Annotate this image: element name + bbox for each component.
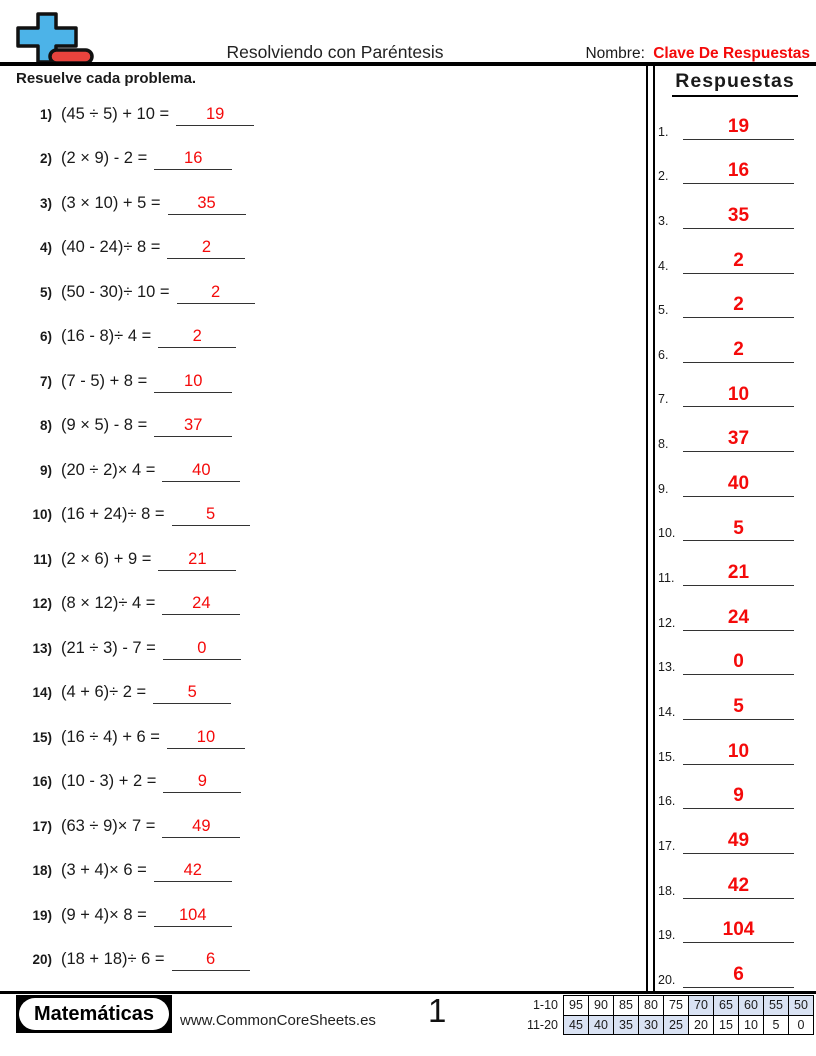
- problem-number: 1): [39, 106, 52, 122]
- name-area: [585, 45, 810, 63]
- answer-blank: 24: [162, 592, 240, 615]
- answer-row: [658, 363, 810, 408]
- page-number: 1: [428, 992, 447, 1029]
- answer-row: [658, 274, 810, 319]
- answer-row: [658, 720, 810, 765]
- problem-expression: (10 - 3) + 2 =: [61, 772, 157, 791]
- problem-expression: (45 ÷ 5) + 10 =: [61, 104, 170, 123]
- answer-line: 5: [683, 696, 794, 720]
- score-cell: 55: [763, 995, 789, 1016]
- answer-row: [658, 631, 810, 676]
- answer-blank: 16: [154, 147, 232, 170]
- score-table: [524, 995, 814, 1035]
- answer-number: 7.: [658, 392, 669, 407]
- answer-line: 104: [683, 919, 794, 943]
- answer-blank: 9: [163, 770, 241, 793]
- answer-number: 8.: [658, 437, 669, 452]
- problem-row: [28, 626, 618, 671]
- answers-panel-title: [660, 70, 810, 97]
- answer-blank: 5: [172, 503, 250, 526]
- answer-row: [658, 140, 810, 185]
- problem-row: [28, 582, 618, 627]
- score-cell: 65: [713, 995, 739, 1016]
- problem-row: [28, 715, 618, 760]
- name-label: Nombre:: [585, 45, 645, 62]
- answer-blank: 2: [158, 325, 236, 348]
- score-cell: 80: [638, 995, 664, 1016]
- problem-expression: (63 ÷ 9)× 7 =: [61, 816, 156, 835]
- problem-row: [28, 448, 618, 493]
- problem-number: 4): [39, 240, 52, 256]
- answers-title-text: Respuestas: [672, 70, 797, 97]
- answer-line: 0: [683, 651, 794, 675]
- answer-line: 19: [683, 116, 794, 140]
- answer-row: [658, 854, 810, 899]
- problem-number: 11): [33, 551, 52, 567]
- answers-list: [658, 95, 810, 988]
- problem-number: 3): [39, 195, 52, 211]
- answer-line: 10: [683, 741, 794, 765]
- problem-number: 9): [39, 462, 52, 478]
- answer-row: [658, 407, 810, 452]
- answer-line: 2: [683, 294, 794, 318]
- problem-expression: (4 + 6)÷ 2 =: [61, 683, 147, 702]
- problem-number: 20): [32, 952, 52, 968]
- problem-row: [28, 671, 618, 716]
- answer-blank: 21: [158, 548, 236, 571]
- name-value: Clave De Respuestas: [653, 45, 810, 62]
- problem-row: [28, 92, 618, 137]
- answer-line: 40: [683, 473, 794, 497]
- answer-number: 9.: [658, 481, 669, 496]
- score-cell: 5: [763, 1015, 789, 1036]
- problem-expression: (16 - 8)÷ 4 =: [61, 327, 152, 346]
- problem-number: 5): [39, 284, 52, 300]
- answer-blank: 19: [176, 103, 254, 126]
- problem-number: 6): [39, 329, 52, 345]
- answer-number: 17.: [658, 838, 676, 853]
- answer-number: 20.: [658, 972, 676, 987]
- problem-number: 13): [32, 640, 52, 656]
- answer-number: 15.: [658, 749, 676, 764]
- header-divider: [0, 62, 816, 66]
- plus-minus-icon: [16, 12, 94, 64]
- problem-row: [28, 359, 618, 404]
- brand-label: Matemáticas: [19, 998, 169, 1030]
- score-cell: 90: [588, 995, 614, 1016]
- answer-line: 35: [683, 205, 794, 229]
- score-cell: 50: [788, 995, 814, 1016]
- problem-number: 7): [39, 373, 52, 389]
- score-row-label: 1-10: [532, 998, 558, 1013]
- score-cell: 85: [613, 995, 639, 1016]
- score-row: [524, 995, 814, 1016]
- answer-number: 16.: [658, 794, 676, 809]
- answer-blank: 35: [168, 192, 246, 215]
- answer-line: 2: [683, 250, 794, 274]
- problem-number: 14): [32, 685, 52, 701]
- problem-row: [28, 315, 618, 360]
- answer-blank: 2: [177, 281, 255, 304]
- answer-row: [658, 586, 810, 631]
- answer-blank: 6: [172, 948, 250, 971]
- problem-number: 10): [32, 507, 52, 523]
- answer-line: 42: [683, 875, 794, 899]
- answer-line: 5: [683, 518, 794, 542]
- answer-number: 3.: [658, 213, 669, 228]
- answer-row: [658, 675, 810, 720]
- problem-number: 18): [32, 863, 52, 879]
- answer-line: 6: [683, 964, 794, 988]
- answer-number: 14.: [658, 704, 676, 719]
- answer-row: [658, 184, 810, 229]
- score-cell: 10: [738, 1015, 764, 1036]
- score-cell: 60: [738, 995, 764, 1016]
- answer-number: 5.: [658, 303, 669, 318]
- answer-line: 2: [683, 339, 794, 363]
- problem-expression: (50 - 30)÷ 10 =: [61, 282, 170, 301]
- score-cell: 0: [788, 1015, 814, 1036]
- problem-row: [28, 226, 618, 271]
- problem-expression: (2 × 6) + 9 =: [61, 549, 152, 568]
- answer-row: [658, 809, 810, 854]
- answer-number: 6.: [658, 347, 669, 362]
- problem-row: [28, 849, 618, 894]
- answer-blank: 40: [162, 459, 240, 482]
- answer-row: [658, 943, 810, 988]
- score-cell: 75: [663, 995, 689, 1016]
- answer-blank: 5: [153, 681, 231, 704]
- score-cell: 30: [638, 1015, 664, 1036]
- problem-expression: (16 ÷ 4) + 6 =: [61, 727, 160, 746]
- answer-line: 24: [683, 607, 794, 631]
- answer-number: 2.: [658, 169, 669, 184]
- problem-number: 8): [39, 418, 52, 434]
- problem-expression: (3 × 10) + 5 =: [61, 193, 161, 212]
- problem-expression: (16 + 24)÷ 8 =: [61, 505, 165, 524]
- answer-number: 11.: [658, 571, 675, 586]
- answer-line: 16: [683, 160, 794, 184]
- problem-row: [28, 270, 618, 315]
- problem-number: 12): [32, 596, 52, 612]
- problem-row: [28, 760, 618, 805]
- problem-expression: (8 × 12)÷ 4 =: [61, 594, 156, 613]
- score-cell: 20: [688, 1015, 714, 1036]
- problem-row: [28, 137, 618, 182]
- answer-number: 19.: [658, 928, 676, 943]
- answer-number: 13.: [658, 660, 676, 675]
- answer-blank: 2: [167, 236, 245, 259]
- answer-row: [658, 452, 810, 497]
- score-cell: 25: [663, 1015, 689, 1036]
- problem-expression: (18 + 18)÷ 6 =: [61, 950, 165, 969]
- problem-row: [28, 893, 618, 938]
- answer-number: 4.: [658, 258, 669, 273]
- problem-row: [28, 181, 618, 226]
- answer-blank: 10: [154, 370, 232, 393]
- problem-number: 17): [32, 818, 52, 834]
- answer-row: [658, 497, 810, 542]
- score-row-label: 11-20: [526, 1017, 558, 1032]
- page-title: Resolviendo con Paréntesis: [226, 42, 444, 62]
- answer-row: [658, 765, 810, 810]
- answer-row: [658, 229, 810, 274]
- score-cells: [563, 995, 814, 1016]
- problem-expression: (7 - 5) + 8 =: [61, 371, 148, 390]
- score-row: [524, 1015, 814, 1036]
- answer-line: 37: [683, 428, 794, 452]
- problem-expression: (3 + 4)× 6 =: [61, 861, 147, 880]
- score-cell: 45: [563, 1015, 589, 1036]
- answer-row: [658, 318, 810, 363]
- score-cell: 15: [713, 1015, 739, 1036]
- problem-row: [28, 537, 618, 582]
- answer-line: 9: [683, 785, 794, 809]
- answer-line: 49: [683, 830, 794, 854]
- score-cell: 70: [688, 995, 714, 1016]
- problem-expression: (9 + 4)× 8 =: [61, 905, 147, 924]
- problem-row: [28, 493, 618, 538]
- answer-row: [658, 95, 810, 140]
- problem-expression: (21 ÷ 3) - 7 =: [61, 638, 156, 657]
- answer-blank: 37: [154, 414, 232, 437]
- problem-number: 16): [32, 774, 52, 790]
- problems-list: [28, 92, 618, 982]
- problem-row: [28, 938, 618, 983]
- problem-expression: (20 ÷ 2)× 4 =: [61, 460, 156, 479]
- problem-row: [28, 804, 618, 849]
- answer-row: [658, 541, 810, 586]
- score-cell: 40: [588, 1015, 614, 1036]
- problem-row: [28, 404, 618, 449]
- answers-divider: [646, 64, 655, 991]
- answer-blank: 10: [167, 726, 245, 749]
- answer-number: 18.: [658, 883, 676, 898]
- answer-line: 21: [683, 562, 794, 586]
- problem-expression: (40 - 24)÷ 8 =: [61, 238, 161, 257]
- footer-divider: [0, 991, 816, 994]
- score-cells: [563, 1015, 814, 1036]
- website-text: www.CommonCoreSheets.es: [180, 1012, 376, 1029]
- problem-expression: (9 × 5) - 8 =: [61, 416, 148, 435]
- problem-expression: (2 × 9) - 2 =: [61, 149, 148, 168]
- problem-number: 19): [32, 907, 52, 923]
- answer-number: 10.: [658, 526, 676, 541]
- answer-blank: 104: [154, 904, 232, 927]
- problem-number: 2): [39, 151, 52, 167]
- answer-number: 1.: [658, 124, 669, 139]
- instructions-text: Resuelve cada problema.: [16, 70, 197, 87]
- answer-blank: 0: [163, 637, 241, 660]
- answer-row: [658, 899, 810, 944]
- answer-blank: 42: [154, 859, 232, 882]
- brand-badge: [16, 995, 172, 1033]
- problem-number: 15): [32, 729, 52, 745]
- answer-blank: 49: [162, 815, 240, 838]
- answer-line: 10: [683, 384, 794, 408]
- answer-number: 12.: [658, 615, 676, 630]
- score-cell: 35: [613, 1015, 639, 1036]
- score-cell: 95: [563, 995, 589, 1016]
